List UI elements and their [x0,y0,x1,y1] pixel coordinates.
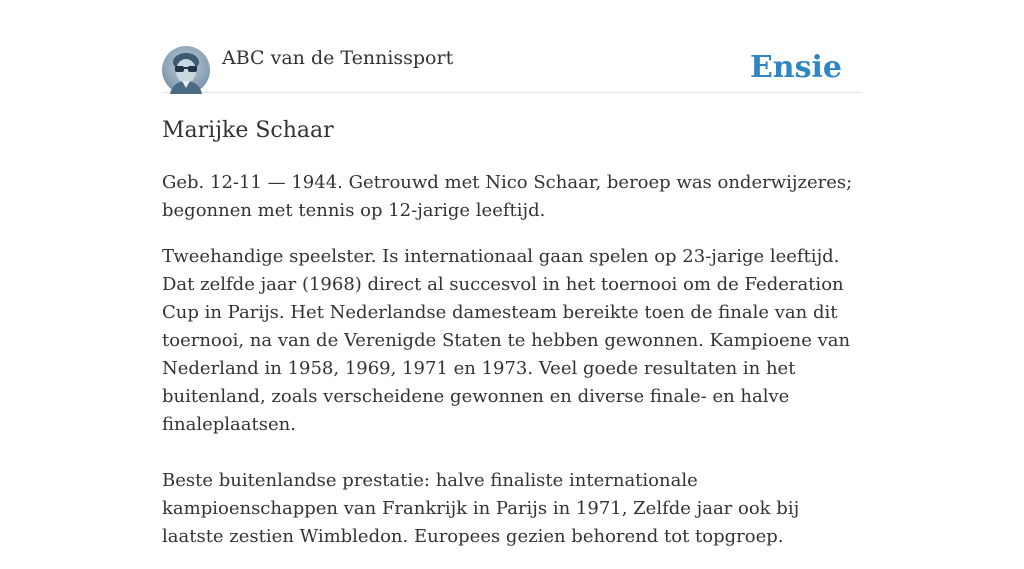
page-header [162,46,862,93]
article-body [162,169,862,569]
article-paragraph: Tweehandige speelster. Is internationaal gaan spelen op 23-jarige leeftijd. Dat zelfde jaar (1968) direct al succesvol in het toernooi om de Federation Cup in Parijs. Het Nederlandse damesteam bereikte toen de finale van dit toernooi, na van de Verenigde Staten te hebben gewonnen. Kampioene van Nederland in 1958, 1969, 1971 en 1973. Veel goede resultaten in het buitenland, zoals verscheidene gewonnen en diverse finale- en halve finaleplaatsen. Beste buitenlandse prestatie: halve finaliste internationale kampioenschappen van Frankrijk in Parijs in 1971, Zelfde jaar ook bij laatste zestien Wimbledon. Europees gezien behorend tot topgroep. [162,246,851,547]
source-avatar-icon[interactable] [162,46,210,94]
article-title: Marijke Schaar [162,118,334,143]
source-title[interactable]: ABC van de Tennissport [222,47,454,69]
brand-logo[interactable]: Ensie [749,50,842,85]
article-paragraph: Geb. 12-11 — 1944. Getrouwd met Nico Schaar, beroep was onderwijzeres; begonnen met tennis op 12-jarige leeftijd. [162,172,853,221]
portrait-icon [162,46,210,94]
